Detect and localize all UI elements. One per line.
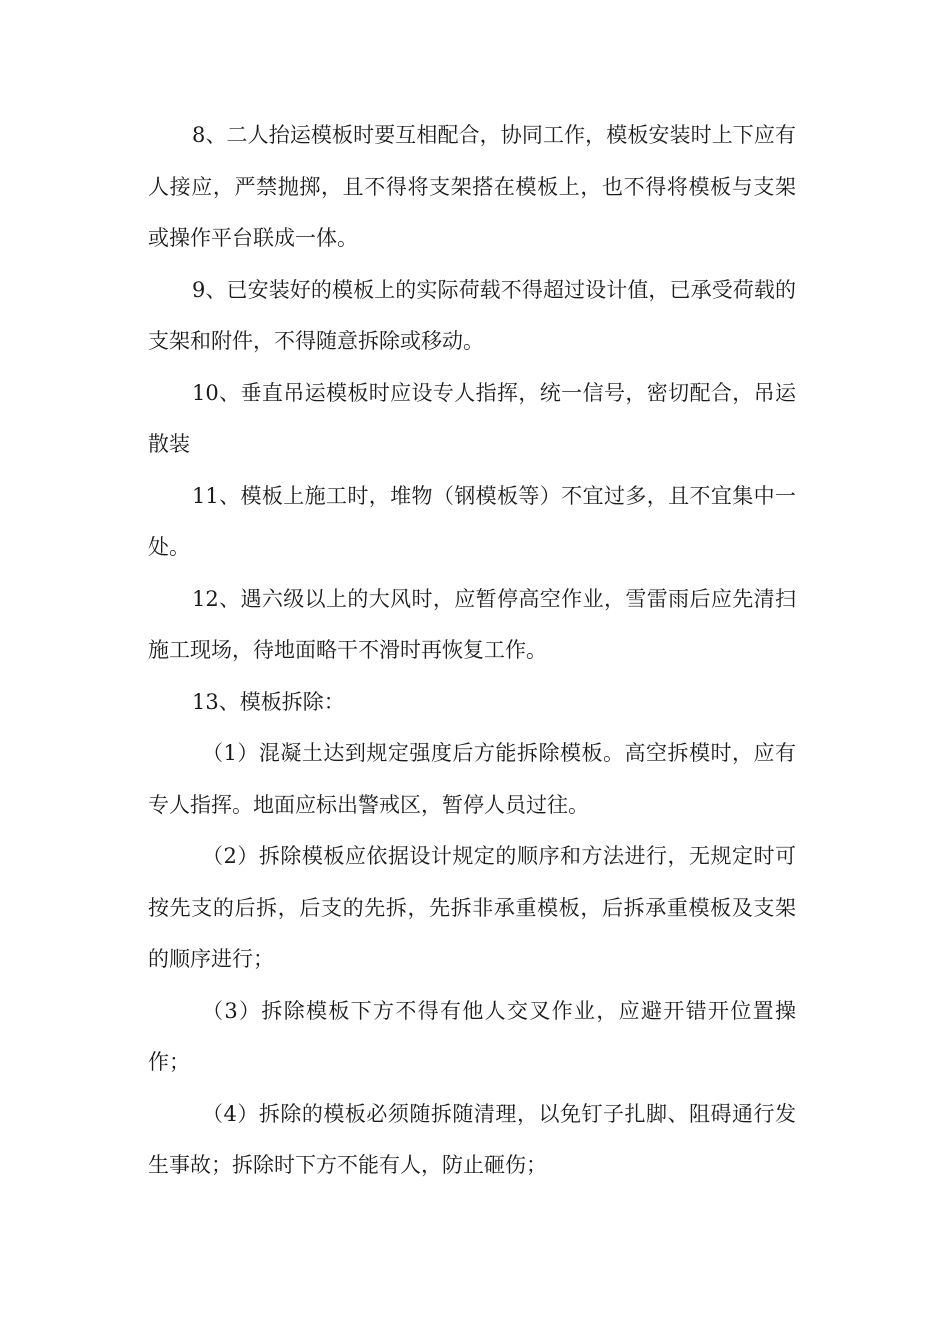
paragraph-subitem-2: （2）拆除模板应依据设计规定的顺序和方法进行，无规定时可按先支的后拆，后支的先拆，先拆非承重模板，后拆承重模板及支架的顺序进行； [148, 844, 796, 971]
paragraph-item-8: 8、二人抬运模板时要互相配合，协同工作，模板安装时上下应有人接应，严禁抛掷，且不得将支架搭在模板上，也不得将模板与支架或操作平台联成一体。 [148, 123, 796, 250]
document-body [148, 110, 796, 1192]
paragraph-item-10: 10、垂直吊运模板时应设专人指挥，统一信号，密切配合，吊运散装 [148, 380, 796, 456]
paragraph-subitem-4: （4）拆除的模板必须随拆随清理，以免钉子扎脚、阻碍通行发生事故；拆除时下方不能有人，防止砸伤； [148, 1101, 796, 1177]
paragraph-item-9: 9、已安装好的模板上的实际荷载不得超过设计值，已承受荷载的支架和附件，不得随意拆除或移动。 [148, 277, 796, 353]
paragraph-item-11: 11、模板上施工时，堆物（钢模板等）不宜过多，且不宜集中一处。 [148, 483, 796, 559]
paragraph-subitem-3: （3）拆除模板下方不得有他人交叉作业，应避开错开位置操作； [148, 998, 796, 1074]
paragraph-item-13-heading: 13、模板拆除： [192, 689, 345, 714]
paragraph-item-12: 12、遇六级以上的大风时，应暂停高空作业，雪雷雨后应先清扫施工现场，待地面略干不滑时再恢复工作。 [148, 586, 796, 662]
paragraph-subitem-1: （1）混凝土达到规定强度后方能拆除模板。高空拆模时，应有专人指挥。地面应标出警戒区，暂停人员过往。 [148, 741, 796, 817]
